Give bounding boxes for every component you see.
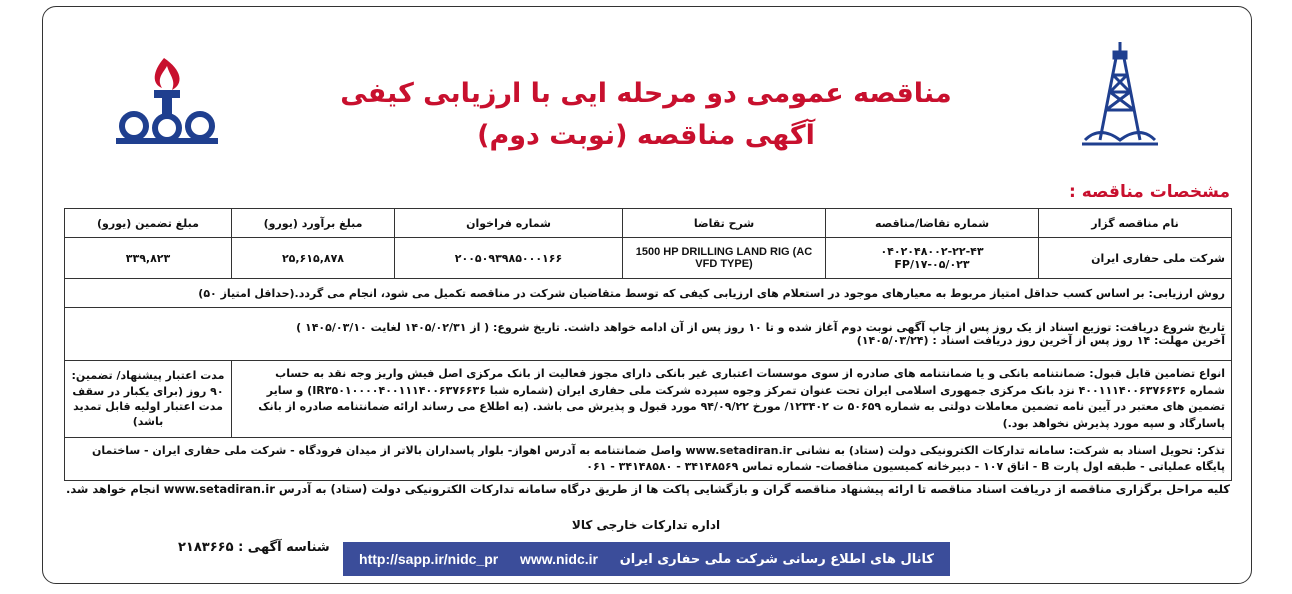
spec-heading: مشخصات مناقصه : [1069,182,1230,202]
col-estimate: مبلغ برآورد (یورو) [232,209,395,238]
evaluation-row [65,279,1232,308]
guarantees-row [65,361,1232,438]
dates-row [65,308,1232,361]
request-no: ۰۴۰۲۰۴۸۰۰۲-۲۲-۴۳ [880,245,984,258]
col-call-no: شماره فراخوان [395,209,623,238]
banner-sapp-link[interactable]: http://sapp.ir/nidc_pr [359,551,499,567]
dates-line-2: آخرین مهلت: ۱۴ روز پس از آخرین روز دریافت اسناد : (۱۴۰۵/۰۳/۲۴) [856,334,1225,347]
tender-table [64,208,1232,481]
guarantees-text: انواع تضامین قابل قبول: ضمانتنامه بانکی و یا ضمانتنامه های صادره از سوی موسسات اعتباری غیر بانکی دارای مجوز فعالیت از بانک مرکزی اصل فیش واریز وجه نقد به حساب شماره ۴۰۰۱۱۱۴۰۰۶۳۷۶۶۳۶ نزد بانک مرکزی جمهوری اسلامی ایران تحت عنوان تمرکز وجوه سپرده شرکت ملی حفاری ایران (شماره شبا IR۳۵۰۱۰۰۰۰۴۰۰۱۱۱۴۰۰۶۳۷۶۶۳۶) و سایر تضمین های معتبر در آیین نامه تضمین معاملات دولتی به شماره ۵۰۶۵۹ ت ۱۲۳۴۰۲/ مورخ ۹۴/۰۹/۲۲ مورد قبول و پذیرش می باشد. (به اطلاع می رساند ارائه ضمانتنامه صادره از بانک پاسارگاد و سپه مورد پذیرش نخواهد بود.) [232,361,1232,438]
ad-id: شناسه آگهی : ۲۱۸۳۶۶۵ [178,540,330,555]
department-name: اداره تدارکات خارجی کالا [571,518,721,532]
banner-website-link[interactable]: www.nidc.ir [519,551,598,567]
dates-cell [65,308,1232,361]
cell-desc: 1500 HP DRILLING LAND RIG (AC VFD TYPE) [623,238,826,279]
info-banner [343,542,950,576]
dates-line-1: تاریخ شروع دریافت: توزیع اسناد از یک روز پس از چاپ آگهی نوبت دوم آغاز شده و تا ۱۰ روز پس از آن ادامه خواهد داشت. تاریخ شروع: ( از ۱۴۰۵/۰۲/۳۱ لغایت ۱۴۰۵/۰۳/۱۰ ) [296,321,1225,334]
procedure-text: کلیه مراحل برگزاری مناقصه از دریافت اسناد مناقصه تا ارائه پیشنهاد مناقصه گران و بازگشایی پاکت ها از طریق درگاه سامانه تدارکات الکترونیکی دولت (ستاد) به آدرس www.setadiran.ir انجام خواهد شد. [66,482,1230,496]
ad-title: مناقصه عمومی دو مرحله ایی با ارزیابی کیفی [340,78,952,109]
note-row [65,438,1232,481]
note-text: تذکر: تحویل اسناد به شرکت: سامانه تدارکات الکترونیکی دولت (ستاد) به نشانی www.setadiran.ir واصل ضمانتنامه به آدرس اهواز- بلوار پاسداران بالاتر از میدان فرودگاه - شرکت ملی حفاری ایران - ساختمان پایگاه عملیاتی - طبقه اول پارت B - اتاق ۱۰۷ - دبیرخانه کمیسیون مناقصات- شماره تماس ۳۴۱۴۸۵۶۹ - ۳۴۱۴۸۵۸۰ - ۰۶۱ [65,438,1232,481]
table-header-row [65,209,1232,238]
table-row [65,238,1232,279]
col-org: نام مناقصه گزار [1039,209,1232,238]
col-request-no: شماره تقاضا/مناقصه [826,209,1039,238]
ad-subtitle: آگهی مناقصه (نوبت دوم) [477,120,815,151]
cell-estimate: ۲۵,۶۱۵,۸۷۸ [232,238,395,279]
cell-call-no: ۲۰۰۵۰۹۳۹۸۵۰۰۰۱۶۶ [395,238,623,279]
cell-guarantee: ۳۳۹,۸۲۳ [65,238,232,279]
banner-text: کانال های اطلاع رسانی شرکت ملی حفاری ایران [619,551,934,567]
cell-request-no [826,238,1039,279]
cell-org: شرکت ملی حفاری ایران [1039,238,1232,279]
col-guarantee: مبلغ تضمین (یورو) [65,209,232,238]
col-desc: شرح تقاضا [623,209,826,238]
evaluation-text: روش ارزیابی: بر اساس کسب حداقل امتیاز مربوط به معیارهای موجود در استعلام های ارزیابی کیفی که توسط متقاضیان شرکت در مناقصه تکمیل می شود، انجام می گردد.(حداقل امتیاز ۵۰) [65,279,1232,308]
validity-text: مدت اعتبار پیشنهاد/ تضمین: ۹۰ روز (برای یکبار در سقف مدت اعتبار اولیه قابل تمدید باشد) [65,361,232,438]
tender-no: FP/۱۷-۰۵/۰۲۳ [894,258,970,271]
